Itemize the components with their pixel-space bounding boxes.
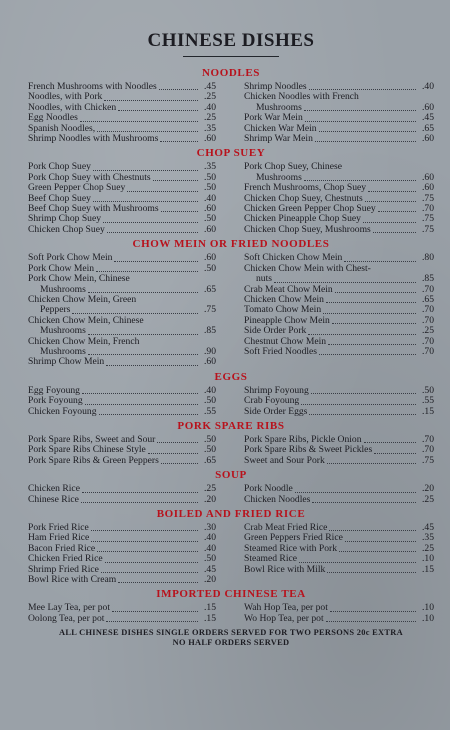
section-heading: CHOW MEIN OR FRIED NOODLES <box>132 238 330 251</box>
dot-leader <box>365 201 416 202</box>
dot-leader <box>332 323 416 324</box>
section-heading: BOILED AND FRIED RICE <box>156 508 306 520</box>
item-name: Crab Meat Fried Rice <box>244 522 328 533</box>
item-name: Soft Pork Chow Mein <box>28 252 113 264</box>
item-price: .25 <box>204 91 216 103</box>
right-column <box>244 523 434 585</box>
item-name: Shrimp War Mein <box>244 133 313 145</box>
item-name: Chicken Chop Suey, Mushrooms <box>244 223 371 235</box>
item-price: .60 <box>204 223 216 235</box>
item-price: .40 <box>204 542 216 554</box>
dot-leader <box>160 141 198 142</box>
left-column <box>28 386 216 417</box>
item-price: .50 <box>204 182 216 194</box>
menu-item <box>244 134 434 144</box>
item-price: .20 <box>204 574 216 586</box>
item-price: .70 <box>422 433 434 445</box>
footer-note <box>28 628 434 648</box>
item-price: .50 <box>204 433 216 445</box>
left-column <box>28 253 216 367</box>
item-price: .35 <box>204 161 216 173</box>
item-name: Pork Chow Mein <box>28 262 95 274</box>
dot-leader <box>330 611 416 612</box>
item-price: .50 <box>204 395 216 407</box>
dot-leader <box>327 463 416 464</box>
item-price: .25 <box>204 112 216 124</box>
right-column <box>244 82 434 144</box>
item-price: .55 <box>422 395 434 407</box>
dot-leader <box>363 222 416 223</box>
item-price: .25 <box>204 483 216 495</box>
item-name: Tomato Chow Mein <box>244 304 322 316</box>
item-name: Pork Noodle <box>244 483 293 495</box>
item-name: Side Order Pork <box>244 325 307 337</box>
dot-leader <box>373 232 416 233</box>
item-name: Peppers <box>40 304 71 316</box>
dot-leader <box>299 562 416 563</box>
dot-leader <box>335 292 416 293</box>
dot-leader <box>93 201 198 202</box>
dot-leader <box>104 100 198 101</box>
item-name: Pineapple Chow Mein <box>244 314 330 326</box>
menu-item <box>28 407 216 417</box>
menu-title: CHINESE DISHES <box>147 30 315 51</box>
item-name: Chicken Chow Mein <box>244 293 324 305</box>
item-price: .80 <box>422 252 434 264</box>
right-column <box>244 253 434 367</box>
item-name: Bowl Rice with Milk <box>244 563 326 575</box>
item-name: Soft Chicken Chow Mein <box>244 252 343 264</box>
item-price: .85 <box>204 325 216 337</box>
item-name: Chicken War Mein <box>244 122 317 134</box>
menu-item <box>244 274 434 284</box>
dot-leader <box>295 492 416 493</box>
menu-item <box>28 326 216 336</box>
section-columns <box>28 603 434 624</box>
item-name: Chicken Chop Suey <box>28 223 105 235</box>
dot-leader <box>118 582 198 583</box>
item-name: Wo Hop Tea, per pot <box>244 612 324 624</box>
dot-leader <box>309 414 416 415</box>
item-name: Ham Fried Rice <box>28 532 90 544</box>
item-name: Chicken Chow Mein, French <box>28 335 140 347</box>
menu-sections <box>28 67 434 624</box>
item-name: Chestnut Chow Mein <box>244 335 327 347</box>
item-name: Bacon Fried Rice <box>28 542 96 554</box>
menu-item <box>244 407 434 417</box>
item-name: Pork Fried Rice <box>28 522 89 533</box>
section-columns <box>28 484 434 505</box>
dot-leader <box>364 442 416 443</box>
dot-leader <box>88 292 198 293</box>
item-name: Green Peppers Fried Rice <box>244 532 343 544</box>
menu-item <box>244 495 434 505</box>
item-name: Pork Chow Mein, Chinese <box>28 273 130 285</box>
item-price: .50 <box>204 262 216 274</box>
item-name: Pork Spare Ribs, Pickle Onion <box>244 433 362 445</box>
dot-leader <box>304 110 416 111</box>
dot-leader <box>80 121 198 122</box>
item-price: .65 <box>422 122 434 134</box>
right-column <box>244 603 434 624</box>
item-name: Crab Meat Chow Mein <box>244 283 333 295</box>
dot-leader <box>315 141 416 142</box>
dot-leader <box>159 89 198 90</box>
item-name: Crab Foyoung <box>244 395 300 407</box>
item-price: .40 <box>204 101 216 113</box>
dot-leader <box>88 354 198 355</box>
dot-leader <box>106 365 198 366</box>
left-column <box>28 162 216 235</box>
item-name: Noodles, with Chicken <box>28 101 117 113</box>
item-price: .20 <box>422 483 434 495</box>
item-price: .40 <box>204 532 216 544</box>
dot-leader <box>161 211 198 212</box>
menu-item <box>244 456 434 466</box>
item-name: Noodles, with Pork <box>28 91 103 103</box>
right-column <box>244 162 434 235</box>
menu-item <box>28 225 216 235</box>
item-price: .75 <box>422 213 434 225</box>
section-heading: SOUP <box>215 469 247 482</box>
dot-leader <box>148 453 198 454</box>
section-heading: NOODLES <box>202 67 260 79</box>
item-price: .60 <box>422 171 434 183</box>
right-column <box>244 386 434 417</box>
item-name: Beef Chop Suey <box>28 192 91 204</box>
item-name: Shrimp Foyoung <box>244 384 309 396</box>
dot-leader <box>153 180 198 181</box>
item-price: .60 <box>422 182 434 194</box>
dot-leader <box>368 191 416 192</box>
item-name: Chicken Chow Mein, Chinese <box>28 314 144 326</box>
dot-leader <box>82 492 198 493</box>
menu-item <box>244 347 434 357</box>
item-price: .20 <box>204 493 216 505</box>
dot-leader <box>311 393 416 394</box>
dot-leader <box>93 170 198 171</box>
item-name: Chicken Foyoung <box>28 405 97 417</box>
dot-leader <box>312 502 416 503</box>
menu-item <box>244 225 434 235</box>
item-name: nuts <box>256 273 272 285</box>
item-price: .40 <box>422 81 434 92</box>
item-name: Chicken Chow Mein, Green <box>28 293 137 305</box>
item-price: .65 <box>204 283 216 295</box>
item-price: .25 <box>422 542 434 554</box>
item-price: .65 <box>204 454 216 466</box>
menu-item <box>28 357 216 367</box>
section-columns <box>28 162 434 235</box>
dot-leader <box>304 180 416 181</box>
dot-leader <box>81 502 198 503</box>
dot-leader <box>101 572 198 573</box>
item-name: Sweet and Sour Pork <box>244 454 325 466</box>
item-name: Pork Chop Suey, Chinese <box>244 161 342 173</box>
item-price: .75 <box>204 304 216 316</box>
dot-leader <box>344 261 416 262</box>
dot-leader <box>319 354 416 355</box>
item-name: Chicken Chop Suey, Chestnuts <box>244 192 363 204</box>
item-name: Pork War Mein <box>244 112 303 124</box>
item-price: .25 <box>422 325 434 337</box>
dot-leader <box>319 131 416 132</box>
footer-line-1: ALL CHINESE DISHES SINGLE ORDERS SERVED FOR TWO PERSONS 20c EXTRA <box>59 628 403 638</box>
item-price: .45 <box>422 522 434 533</box>
section-heading: EGGS <box>214 370 248 383</box>
dot-leader <box>82 393 198 394</box>
menu-item <box>28 575 216 585</box>
dot-leader <box>157 442 198 443</box>
item-name: Pork Spare Ribs & Green Peppers <box>28 454 159 466</box>
item-name: Egg Noodles <box>28 112 78 124</box>
dot-leader <box>114 261 198 262</box>
item-name: Shrimp Chow Mein <box>28 356 105 368</box>
menu-item <box>28 456 216 466</box>
item-price: .50 <box>204 444 216 456</box>
item-name: Mushrooms <box>40 345 86 357</box>
item-name: Pork Chop Suey <box>28 161 91 173</box>
item-price: .70 <box>422 314 434 326</box>
item-name: Soft Fried Noodles <box>244 345 318 357</box>
item-name: Chicken Chow Mein with Chest- <box>244 262 371 274</box>
right-column <box>244 435 434 466</box>
dot-leader <box>305 121 416 122</box>
footer-line-2: NO HALF ORDERS SERVED <box>172 638 290 648</box>
item-price: .70 <box>422 304 434 316</box>
item-name: Beef Chop Suey with Mushrooms <box>28 203 159 215</box>
item-name: Mushrooms <box>40 283 86 295</box>
dot-leader <box>88 334 198 335</box>
dot-leader <box>107 232 198 233</box>
dot-leader <box>112 611 198 612</box>
dot-leader <box>374 453 416 454</box>
item-name: Wah Hop Tea, per pot <box>244 602 328 614</box>
section-columns <box>28 435 434 466</box>
item-name: Chicken Pineapple Chop Suey <box>244 213 361 225</box>
section-columns <box>28 523 434 585</box>
item-name: Shrimp Noodles with Mushrooms <box>28 133 159 145</box>
dot-leader <box>103 222 198 223</box>
section-heading: PORK SPARE RIBS <box>177 419 285 432</box>
item-price: .70 <box>422 345 434 357</box>
section-heading: IMPORTED CHINESE TEA <box>156 588 306 601</box>
menu-item <box>28 396 216 406</box>
section-columns <box>28 253 434 367</box>
item-name: Side Order Eggs <box>244 405 308 417</box>
dot-leader <box>105 562 198 563</box>
item-price: .60 <box>204 252 216 264</box>
item-price: .70 <box>422 335 434 347</box>
dot-leader <box>309 89 416 90</box>
item-price: .40 <box>204 384 216 396</box>
item-name: Mushrooms <box>256 101 302 113</box>
section-columns <box>28 386 434 417</box>
item-price: .75 <box>422 454 434 466</box>
menu-item <box>28 614 216 624</box>
dot-leader <box>97 551 198 552</box>
menu-item <box>244 614 434 624</box>
item-name: Steamed Rice with Pork <box>244 542 337 554</box>
section-heading: CHOP SUEY <box>196 147 266 160</box>
item-price: .15 <box>422 405 434 417</box>
left-column <box>28 484 216 505</box>
dot-leader <box>308 334 416 335</box>
item-price: .55 <box>204 405 216 417</box>
dot-leader <box>378 211 416 212</box>
dot-leader <box>96 271 198 272</box>
dot-leader <box>72 313 198 314</box>
item-price: .60 <box>204 203 216 215</box>
item-price: .75 <box>422 192 434 204</box>
item-price: .60 <box>422 101 434 113</box>
item-name: Mushrooms <box>40 325 86 337</box>
section-columns <box>28 82 434 144</box>
dot-leader <box>345 541 416 542</box>
item-name: Chicken Green Pepper Chop Suey <box>244 203 376 215</box>
dot-leader <box>97 131 198 132</box>
dot-leader <box>274 282 416 283</box>
item-price: .75 <box>422 223 434 235</box>
menu-item <box>28 495 216 505</box>
item-price: .15 <box>204 612 216 624</box>
item-price: .40 <box>204 192 216 204</box>
item-price: .70 <box>422 283 434 295</box>
item-name: Mushrooms <box>256 171 302 183</box>
left-column <box>28 82 216 144</box>
item-price: .90 <box>204 345 216 357</box>
dot-leader <box>339 551 416 552</box>
item-name: Chicken Noodles <box>244 493 311 505</box>
dot-leader <box>99 414 199 415</box>
item-name: Chicken Noodles with French <box>244 91 359 103</box>
item-name: Mee Lay Tea, per pot <box>28 602 110 614</box>
dot-leader <box>323 313 416 314</box>
item-price: .25 <box>422 493 434 505</box>
menu-item <box>244 396 434 406</box>
item-name: Chicken Rice <box>28 483 80 495</box>
item-name: Pork Foyoung <box>28 395 83 407</box>
item-price: .10 <box>422 553 434 565</box>
item-name: Oolong Tea, per pot <box>28 612 105 624</box>
item-name: Bowl Rice with Cream <box>28 574 117 586</box>
dot-leader <box>301 404 416 405</box>
item-price: .85 <box>422 273 434 285</box>
dot-leader <box>118 110 198 111</box>
item-price: .60 <box>204 356 216 368</box>
dot-leader <box>106 621 198 622</box>
item-price: .65 <box>422 293 434 305</box>
item-price: .50 <box>204 553 216 565</box>
item-price: .35 <box>204 122 216 134</box>
item-price: .45 <box>204 81 216 92</box>
item-price: .60 <box>422 133 434 145</box>
left-column <box>28 435 216 466</box>
item-name: Pork Spare Ribs, Sweet and Sour <box>28 433 156 445</box>
item-name: Shrimp Noodles <box>244 81 307 92</box>
item-price: .60 <box>204 133 216 145</box>
item-price: .10 <box>422 612 434 624</box>
dot-leader <box>85 404 198 405</box>
item-price: .10 <box>422 602 434 614</box>
menu-item <box>244 565 434 575</box>
menu-item <box>244 326 434 336</box>
item-name: Pork Spare Ribs & Sweet Pickles <box>244 444 373 456</box>
menu-item <box>28 274 216 284</box>
dot-leader <box>91 541 198 542</box>
title-underline <box>183 56 279 57</box>
right-column <box>244 484 434 505</box>
item-name: Pork Chop Suey with Chestnuts <box>28 171 151 183</box>
dot-leader <box>326 621 416 622</box>
dot-leader <box>328 344 416 345</box>
item-price: .70 <box>422 444 434 456</box>
item-price: .50 <box>204 171 216 183</box>
item-price: .50 <box>204 213 216 225</box>
item-name: Green Pepper Chop Suey <box>28 182 126 194</box>
dot-leader <box>329 530 416 531</box>
left-column <box>28 603 216 624</box>
item-name: Pork Spare Ribs Chinese Style <box>28 444 146 456</box>
item-price: .70 <box>422 203 434 215</box>
item-name: Shrimp Chop Suey <box>28 213 102 225</box>
dot-leader <box>161 463 198 464</box>
item-price: .15 <box>204 602 216 614</box>
item-name: French Mushrooms, Chop Suey <box>244 182 367 194</box>
item-price: .45 <box>422 112 434 124</box>
item-price: .45 <box>204 563 216 575</box>
dot-leader <box>327 572 416 573</box>
item-name: Spanish Noodles, <box>28 122 96 134</box>
dot-leader <box>127 191 198 192</box>
dot-leader <box>91 530 198 531</box>
item-name: Shrimp Fried Rice <box>28 563 99 575</box>
item-name: French Mushrooms with Noodles <box>28 81 157 92</box>
item-name: Egg Foyoung <box>28 384 80 396</box>
left-column <box>28 523 216 585</box>
item-price: .50 <box>422 384 434 396</box>
menu-item <box>28 134 216 144</box>
item-name: Chicken Fried Rice <box>28 553 103 565</box>
menu-item <box>244 264 434 274</box>
item-price: .15 <box>422 563 434 575</box>
item-price: .35 <box>422 532 434 544</box>
item-price: .30 <box>204 522 216 533</box>
item-name: Steamed Rice <box>244 553 298 565</box>
item-name: Chinese Rice <box>28 493 79 505</box>
dot-leader <box>326 302 416 303</box>
